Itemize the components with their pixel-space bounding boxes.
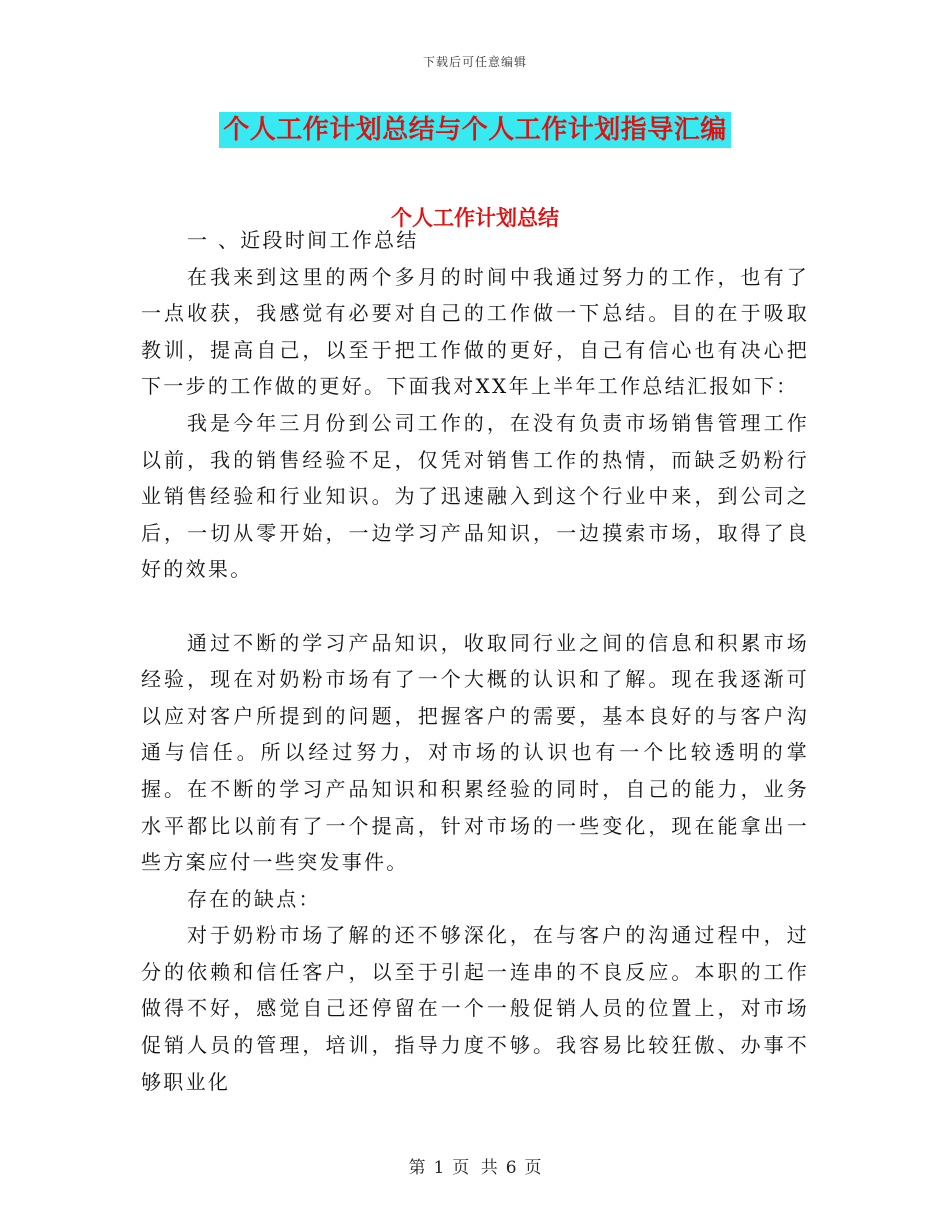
footer-prefix: 第	[408, 1158, 426, 1178]
document-title: 个人工作计划总结与个人工作计划指导汇编	[219, 112, 731, 148]
section-title: 个人工作计划总结	[391, 206, 559, 230]
paragraph-heading-1: 一 、近段时间工作总结	[187, 228, 419, 252]
page-footer	[0, 1153, 950, 1178]
document-body	[141, 222, 809, 1100]
paragraph: 对于奶粉市场了解的还不够深化，在与客户的沟通过程中，过分的依赖和信任客户，以至于引起一连串的不良反应。本职的工作做得不好，感觉自己还停留在一个一般促销人员的位置上，对市场促销人员的管理，培训，指导力度不够。我容易比较狂傲、办事不够职业化	[141, 923, 809, 1094]
footer-suffix: 页	[524, 1158, 542, 1178]
paragraph: 我是今年三月份到公司工作的，在没有负责市场销售管理工作以前，我的销售经验不足，仅凭对销售工作的热情，而缺乏奶粉行业销售经验和行业知识。为了迅速融入到这个行业中来，到公司之后，一切从零开始，一边学习产品知识，一边摸索市场，取得了良好的效果。	[141, 410, 809, 582]
paragraph: 在我来到这里的两个多月的时间中我通过努力的工作，也有了一点收获，我感觉有必要对自己的工作做一下总结。目的在于吸取教训，提高自己，以至于把工作做的更好，自己有信心也有决心把下一步的工作做的更好。下面我对XX年上半年工作总结汇报如下：	[141, 264, 809, 399]
paragraph-subheading: 存在的缺点：	[187, 886, 321, 911]
page-total: 6	[505, 1158, 517, 1178]
page-number: 1	[433, 1158, 445, 1178]
header-note: 下载后可任意编辑	[422, 55, 527, 69]
footer-middle: 页 共	[452, 1158, 498, 1178]
document-title-wrap	[0, 112, 950, 148]
paragraph: 通过不断的学习产品知识，收取同行业之间的信息和积累市场经验，现在对奶粉市场有了一个大概的认识和了解。现在我逐渐可以应对客户所提到的问题，把握客户的需要，基本良好的与客户沟通与信任。所以经过努力，对市场的认识也有一个比较透明的掌握。在不断的学习产品知识和积累经验的同时，自己的能力，业务水平都比以前有了一个提高，针对市场的一些变化，现在能拿出一些方案应付一些突发事件。	[141, 630, 809, 875]
